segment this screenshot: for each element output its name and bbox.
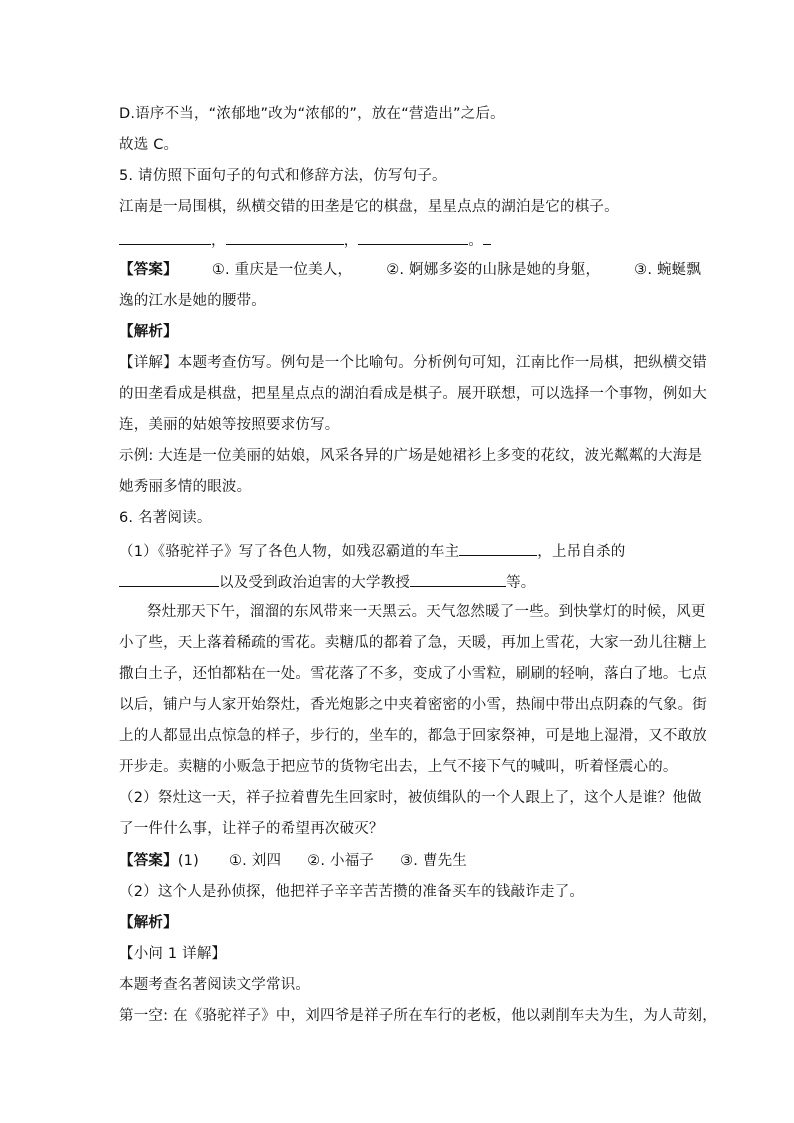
answer-blank[interactable]	[119, 229, 211, 245]
text-line: 示例: 大连是一位美丽的姑娘，风采各异的广场是她裙衫上多变的花纹，波光粼粼的大海是	[119, 448, 703, 464]
answer-item: ①. 重庆是一位美人，	[211, 262, 353, 278]
answer-item: ②. 小福子	[307, 853, 375, 869]
question-text: 以及受到政治迫害的大学教授	[219, 575, 411, 591]
passage-line: 小了些，天上落着稀疏的雪花。卖糖瓜的都着了急，天暖，再加上雪花，大家一劲儿往糖上	[119, 635, 707, 651]
question-text: （1）《骆驼祥子》写了各色人物，如残忍霸道的车主	[119, 544, 460, 560]
answer-number: (1)	[177, 853, 199, 869]
passage-line: 开步走。卖糖的小贩急于把应节的货物宅出去，上气不接下气的喊叫，听着怪震心的。	[119, 759, 678, 775]
passage-line: 上的人都显出点惊急的样子，步行的，坐车的，都急于回家祭神，可是地上湿滑，又不敢放	[119, 728, 707, 744]
question-text: 等。	[506, 575, 536, 591]
question-5-heading: 5. 请仿照下面句子的句式和修辞方法，仿写句子。	[119, 168, 447, 184]
passage-line: 祭灶那天下午，溜溜的东风带来一天黑云。天气忽然暖了一些。到快掌灯的时候，风更	[147, 604, 706, 620]
passage-line: 撒白土子，还怕都粘在一处。雪花落了不多，变成了小雪粒，刷刷的轻响，落白了地。七点	[119, 666, 707, 682]
text-line: 的田垄看成是棋盘，把星星点点的湖泊看成是棋子。展开联想，可以选择一个事物，例如大	[119, 386, 707, 402]
analysis-tag: 【解析】	[119, 324, 178, 340]
text-line: 连，美丽的姑娘等按照要求仿写。	[119, 417, 340, 433]
question-6-heading: 6. 名著阅读。	[119, 510, 212, 526]
answer-tag: 【答案】	[119, 853, 178, 869]
answer-blank[interactable]	[459, 540, 537, 556]
answer-line	[119, 260, 701, 280]
answer-item: ②. 婀娜多姿的山脉是她的身躯，	[386, 262, 601, 278]
text-line: 【详解】本题考查仿写。例句是一个比喻句。分析例句可知，江南比作一局棋，把纵横交错	[119, 355, 707, 371]
text-line: （2）这个人是孙侦探，他把祥子辛辛苦苦攒的准备买车的钱敲诈走了。	[119, 884, 585, 900]
fill-blank-line	[119, 540, 625, 562]
passage-line: 以后，铺户与人家开始祭灶，香光炮影之中夹着密密的小雪，热闹中带出点阴森的气象。街	[119, 697, 707, 713]
text-line: （2）祭灶这一天，祥子拉着曹先生回家时，被侦缉队的一个人跟上了，这个人是谁？他做	[119, 790, 702, 806]
answer-tag: 【答案】	[119, 262, 178, 278]
example-sentence: 江南是一局围棋，纵横交错的田垄是它的棋盘，星星点点的湖泊是它的棋子。	[119, 199, 619, 215]
analysis-tag: 【解析】	[119, 915, 178, 931]
text-line: 了一件什么事，让祥子的希望再次破灭？	[119, 821, 384, 837]
fill-blank-line	[119, 229, 491, 251]
answer-blank[interactable]	[358, 229, 468, 245]
text-line: 逸的江水是她的腰带。	[119, 293, 266, 309]
answer-item: ③. 蜿蜒飘	[634, 262, 702, 278]
answer-blank[interactable]	[410, 571, 506, 587]
answer-item: ③. 曹先生	[400, 853, 468, 869]
fill-blank-line	[119, 571, 536, 593]
answer-item: ①. 刘四	[228, 853, 282, 869]
text-line: 她秀丽多情的眼波。	[119, 479, 252, 495]
text-line: 本题考查名著阅读文学常识。	[119, 977, 311, 993]
text-line: 第一空: 在《骆驼祥子》中，刘四爷是祥子所在车行的老板，他以剥削车夫为生，为人苛刻，	[119, 1008, 717, 1024]
question-text: ，上吊自杀的	[537, 544, 626, 560]
separator: ，	[343, 233, 359, 249]
sub-question-heading: 【小问 1 详解】	[119, 946, 227, 962]
answer-line	[119, 851, 467, 871]
separator: ，	[211, 233, 226, 249]
text-line: D.语序不当，“浓郁地”改为“浓郁的”，放在“营造出”之后。	[119, 106, 505, 122]
answer-blank[interactable]	[119, 571, 219, 587]
answer-blank[interactable]	[226, 229, 344, 245]
text-line: 故选 C。	[119, 137, 179, 153]
separator: 。	[468, 233, 484, 249]
answer-blank-tail	[483, 229, 491, 245]
